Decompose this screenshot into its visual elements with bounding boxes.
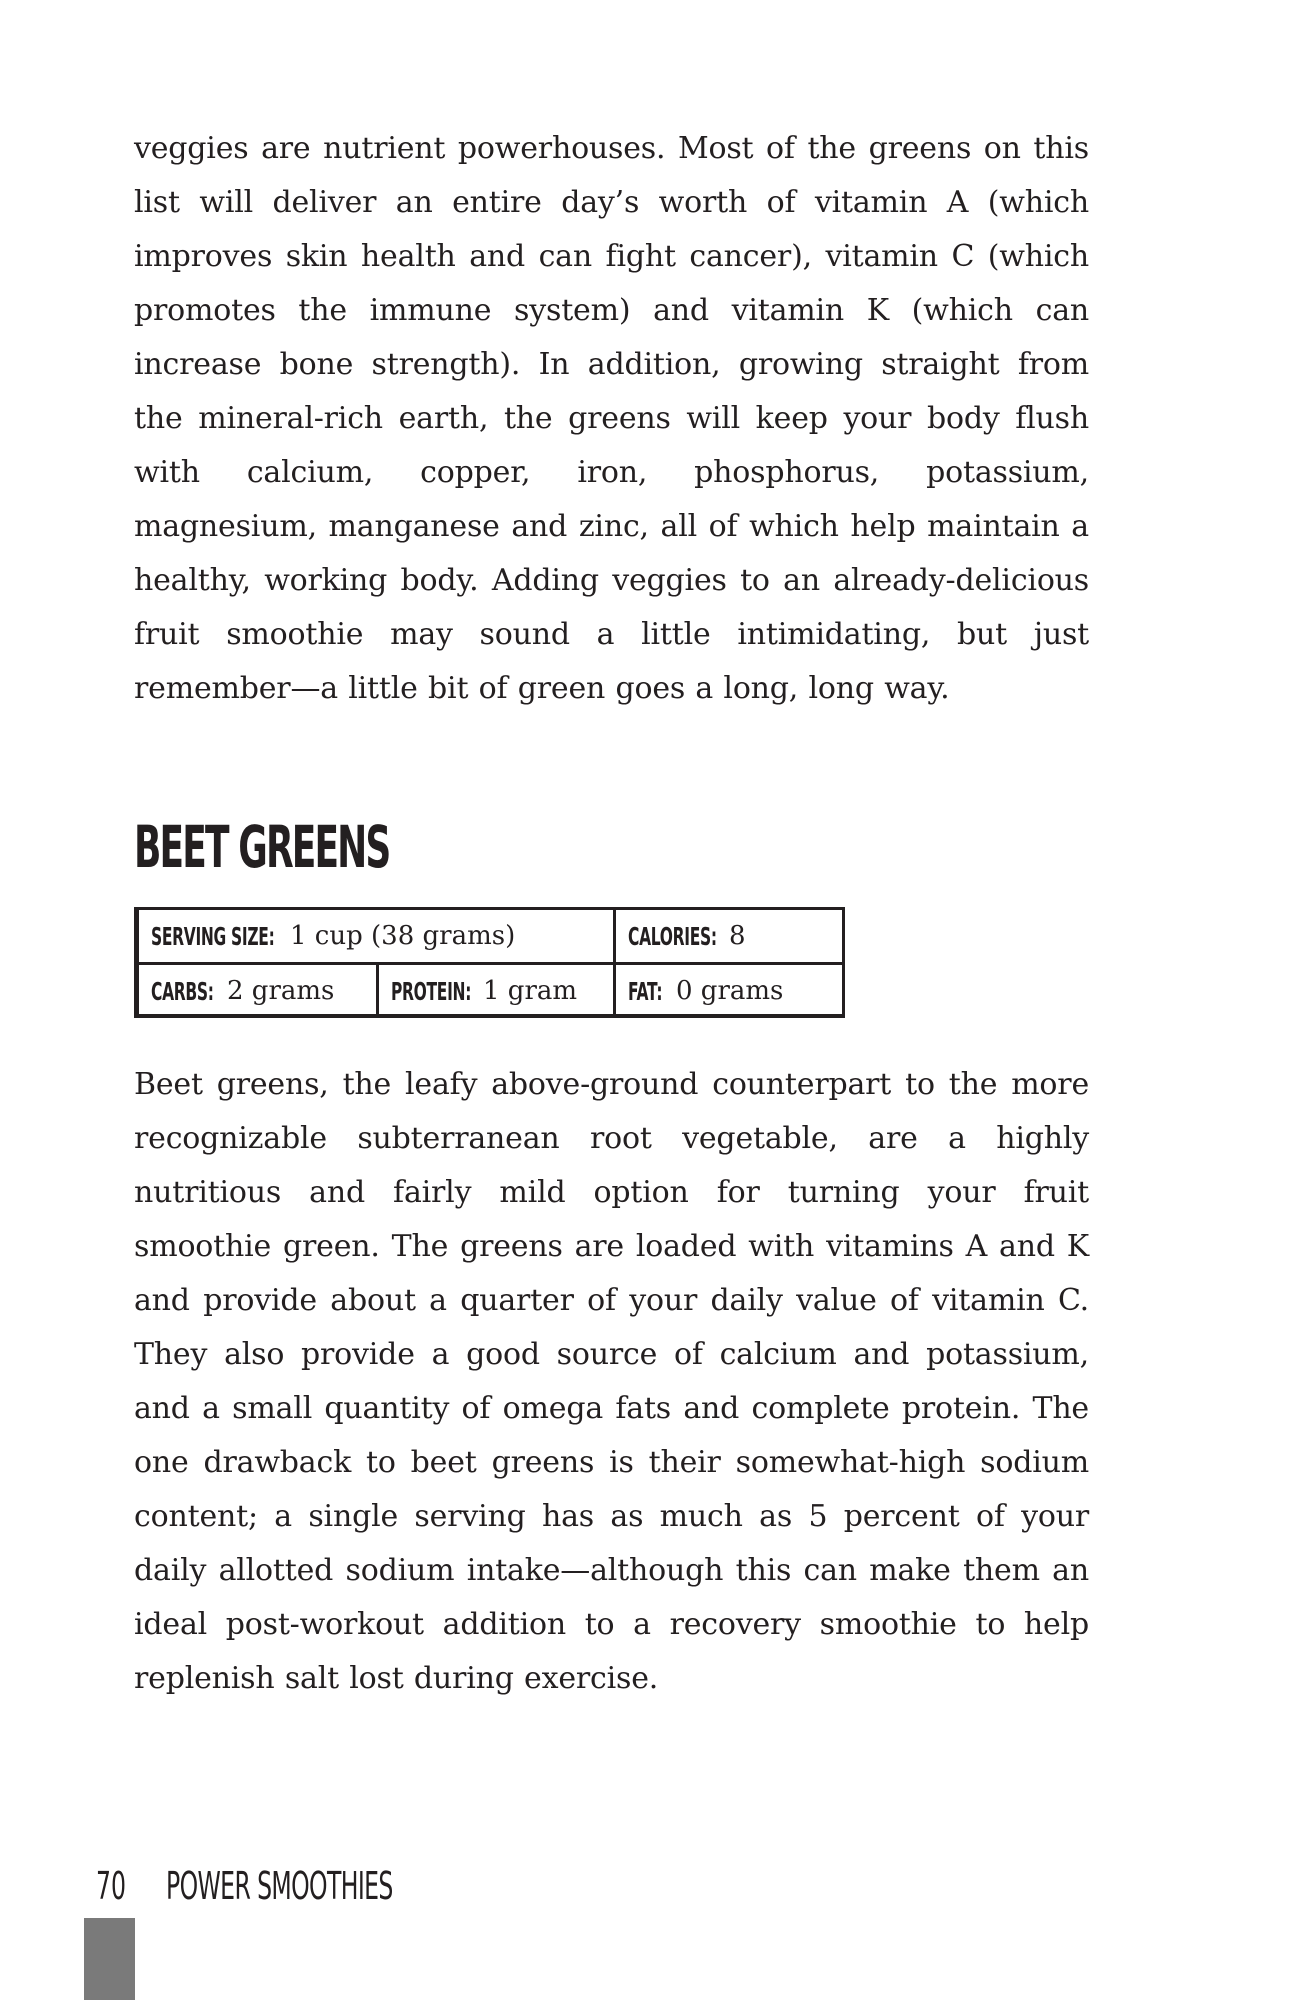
nutrition-row — [139, 965, 842, 1017]
serving-size-cell — [139, 910, 613, 962]
carbs-cell — [139, 965, 376, 1017]
nutrition-facts-table — [134, 907, 845, 1018]
fat-value: 0 grams — [676, 976, 784, 1006]
calories-cell — [613, 910, 845, 962]
beet-greens-paragraph: Beet greens, the leafy above-ground counterpart to the more recognizable subterranean root vegetable, are a highly nutritious and fairly mild option for turning your fruit smoothie green. The greens are loaded with vitamins A and K and provide about a quarter of your daily value of vitamin C. They also provide a good source of calcium and potassium, and a small quantity of omega fats and complete protein. The one drawback to beet greens is their somewhat-high sodium content; a single serving has as much as 5 percent of your daily allotted sodium intake—although this can make them an ideal post-workout addition to a recovery smoothie to help replenish salt lost during exercise. — [134, 1067, 1089, 1696]
serving-size-label: SERVING SIZE: — [151, 921, 275, 951]
page-edge-tab — [84, 1918, 135, 2000]
protein-cell — [376, 965, 613, 1017]
calories-label: CALORIES: — [628, 921, 717, 951]
fat-cell — [613, 965, 845, 1017]
protein-label: PROTEIN: — [391, 976, 472, 1006]
carbs-label: CARBS: — [151, 976, 214, 1006]
protein-value: 1 gram — [483, 976, 578, 1006]
section-heading: BEET GREENS — [134, 813, 390, 881]
nutrition-row — [139, 910, 842, 965]
fat-label: FAT: — [628, 976, 663, 1006]
page-number: 70 — [96, 1864, 126, 1908]
running-footer-title: POWER SMOOTHIES — [166, 1864, 393, 1908]
calories-value: 8 — [729, 921, 746, 951]
carbs-value: 2 grams — [227, 976, 335, 1006]
serving-size-value: 1 cup (38 grams) — [290, 921, 516, 951]
intro-paragraph: veggies are nutrient powerhouses. Most of the greens on this list will deliver an entire day’s worth of vitamin A (which improves skin health and can fight cancer), vitamin C (which promotes the immune system) and vitamin K (which can increase bone strength). In addition, growing straight from the mineral-rich earth, the greens will keep your body flush with calcium, copper, iron, phosphorus, potassium, magnesium, manganese and zinc, all of which help maintain a healthy, working body. Adding veggies to an already-delicious fruit smoothie may sound a little intimidating, but just remember—a little bit of green goes a long, long way. — [134, 131, 1089, 706]
